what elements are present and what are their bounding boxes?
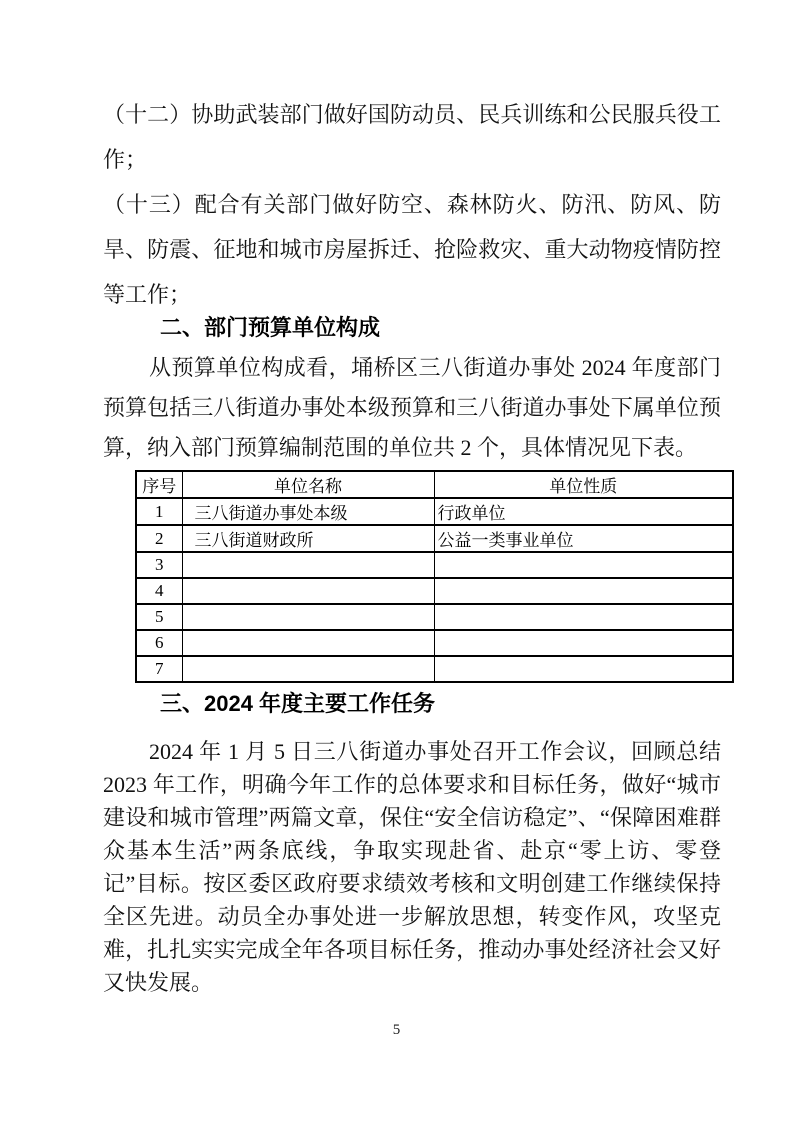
- table-row: [136, 656, 733, 682]
- table-row: [136, 525, 733, 552]
- table-row: [136, 552, 733, 578]
- table-cell: [182, 552, 434, 578]
- table-row: [136, 578, 733, 604]
- table-body: [136, 498, 733, 682]
- table-cell: [434, 578, 733, 604]
- table-cell: 1: [136, 498, 182, 525]
- table-row: [136, 498, 733, 525]
- table-row: [136, 604, 733, 630]
- document-content: [103, 92, 721, 999]
- table-cell: 6: [136, 630, 182, 656]
- table-cell: 7: [136, 656, 182, 682]
- table-cell: [182, 578, 434, 604]
- paragraph-budget-intro: 从预算单位构成看，埇桥区三八街道办事处 2024 年度部门预算包括三八街道办事处本级预算和三八街道办事处下属单位预算，纳入部门预算编制范围的单位共 2 个，具体情况见下表。: [103, 355, 721, 460]
- table-cell: [182, 604, 434, 630]
- table-cell: [434, 656, 733, 682]
- table-cell: 行政单位: [434, 498, 733, 525]
- table-cell: [182, 630, 434, 656]
- section-heading-work-tasks: 三、2024 年度主要工作任务: [160, 691, 436, 716]
- table-cell: 三八街道财政所: [182, 525, 434, 552]
- table-header-row: [136, 471, 733, 498]
- table-cell: 三八街道办事处本级: [182, 498, 434, 525]
- table-cell: 2: [136, 525, 182, 552]
- paragraph-item-12: （十二）协助武装部门做好国防动员、民兵训练和公民服兵役工作；: [103, 102, 721, 172]
- table-cell: [434, 604, 733, 630]
- table-cell: [182, 656, 434, 682]
- table-cell: [434, 630, 733, 656]
- section-heading-budget-units: 二、部门预算单位构成: [160, 315, 381, 340]
- table-header-cell: 单位名称: [182, 471, 434, 498]
- table-cell: 3: [136, 552, 182, 578]
- paragraph-work-tasks: 2024 年 1 月 5 日三八街道办事处召开工作会议，回顾总结 2023 年工作，明确今年工作的总体要求和目标任务，做好“城市建设和城市管理”两篇文章，保住“安全信访稳定”、“保障困难群众基本生活”两条底线，争取实现赴省、赴京“零上访、零登记”目标。按区委区政府要求绩效考核和文明创建工作继续保持全区先进。动员全办事处进一步解放思想，转变作风，攻坚克难，扎扎实实完成全年各项目标任务，推动办事处经济社会又好又快发展。: [103, 739, 721, 995]
- budget-units-table: [135, 470, 734, 683]
- paragraph-item-13: （十三）配合有关部门做好防空、森林防火、防汛、防风、防旱、防震、征地和城市房屋拆迁、抢险救灾、重大动物疫情防控等工作；: [103, 192, 721, 307]
- table-cell: 公益一类事业单位: [434, 525, 733, 552]
- table-cell: 5: [136, 604, 182, 630]
- table-header-cell: 单位性质: [434, 471, 733, 498]
- table-row: [136, 630, 733, 656]
- table-cell: 4: [136, 578, 182, 604]
- table-header-cell: 序号: [136, 471, 182, 498]
- page-number: 5: [392, 1022, 401, 1038]
- table-cell: [434, 552, 733, 578]
